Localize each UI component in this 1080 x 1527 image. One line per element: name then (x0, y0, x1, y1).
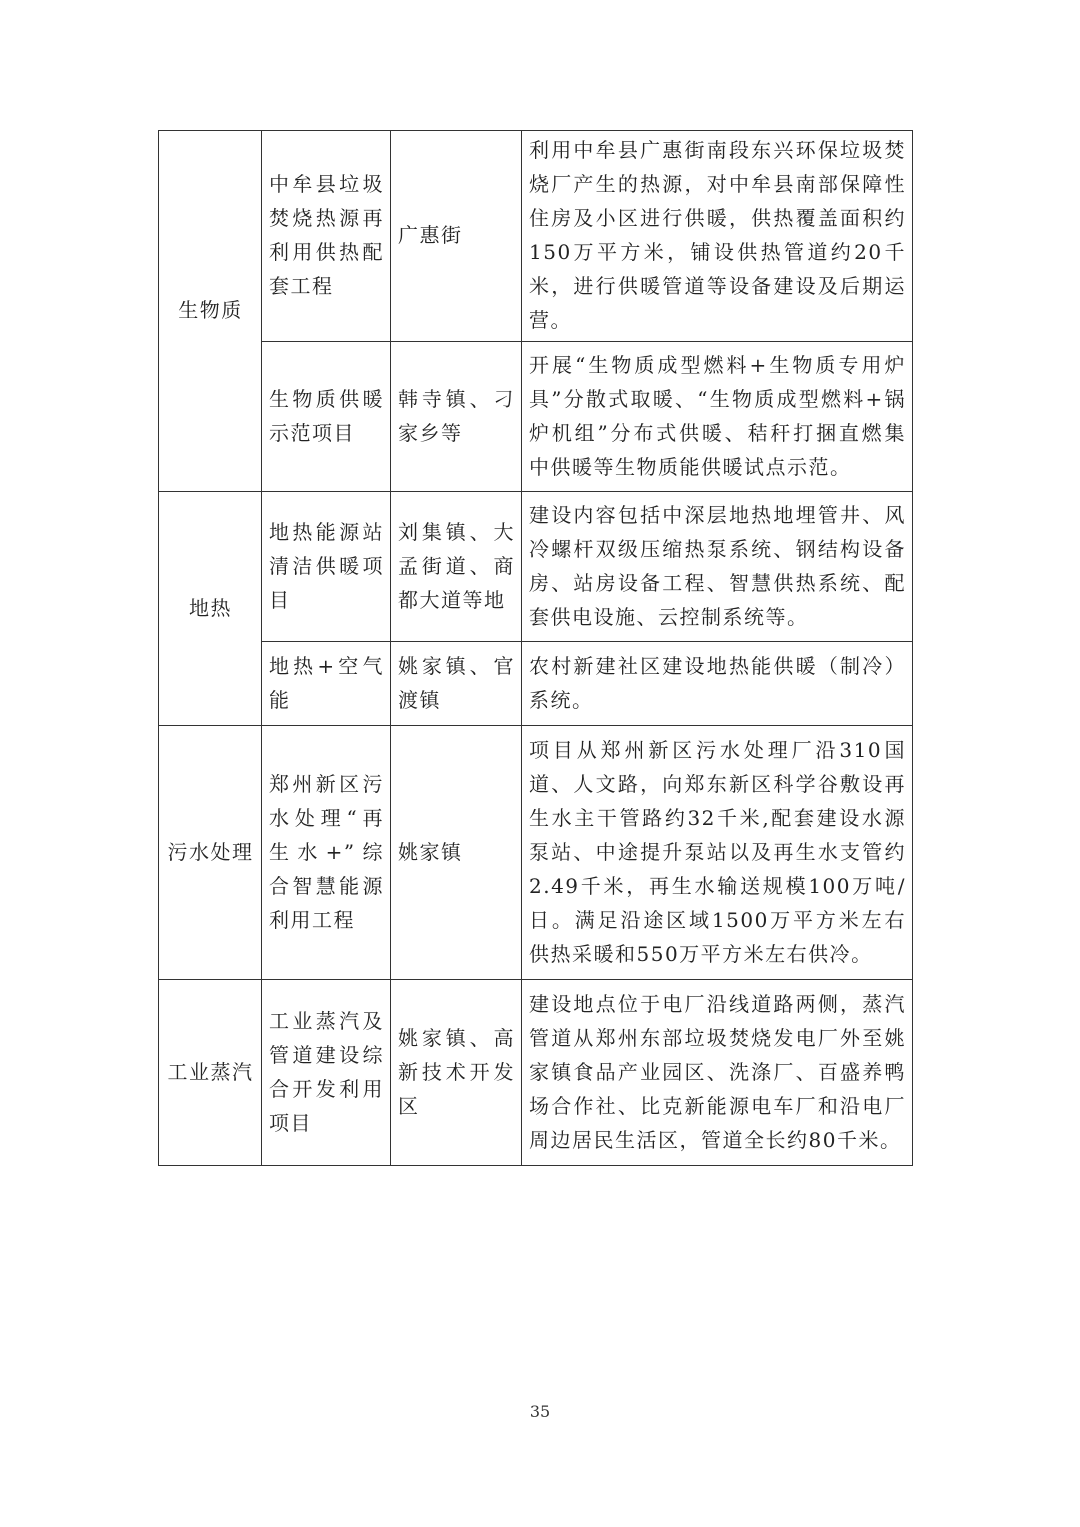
category-cell: 生物质 (159, 131, 262, 492)
project-table (158, 130, 913, 1166)
page-number: 35 (529, 1402, 551, 1421)
table-row (159, 342, 913, 492)
category-cell: 污水处理 (159, 726, 262, 980)
project-name-cell: 地热+空气能 (262, 642, 391, 726)
description-cell: 项目从郑州新区污水处理厂沿310国道、人文路，向郑东新区科学谷敷设再生水主干管路约32千米,配套建设水源泵站、中途提升泵站以及再生水支管约2.49千米，再生水输送规模100万吨/日。满足沿途区域1500万平方米左右供热采暖和550万平方米左右供冷。 (522, 726, 913, 980)
location-cell: 姚家镇、官渡镇 (391, 642, 522, 726)
project-name-cell: 生物质供暖示范项目 (262, 342, 391, 492)
description-cell: 农村新建社区建设地热能供暖（制冷）系统。 (522, 642, 913, 726)
table-row (159, 642, 913, 726)
category-cell: 工业蒸汽 (159, 980, 262, 1166)
description-cell: 利用中牟县广惠街南段东兴环保垃圾焚烧厂产生的热源，对中牟县南部保障性住房及小区进行供暖，供热覆盖面积约150万平方米，铺设供热管道约20千米，进行供暖管道等设备建设及后期运营。 (522, 131, 913, 342)
description-cell: 开展“生物质成型燃料+生物质专用炉具”分散式取暖、“生物质成型燃料+锅炉机组”分布式供暖、秸秆打捆直燃集中供暖等生物质能供暖试点示范。 (522, 342, 913, 492)
table-row (159, 726, 913, 980)
description-cell: 建设内容包括中深层地热地埋管井、风冷螺杆双级压缩热泵系统、钢结构设备房、站房设备工程、智慧供热系统、配套供电设施、云控制系统等。 (522, 492, 913, 642)
location-cell: 姚家镇 (391, 726, 522, 980)
location-cell: 韩寺镇、刁家乡等 (391, 342, 522, 492)
project-name-cell: 中牟县垃圾焚烧热源再利用供热配套工程 (262, 131, 391, 342)
project-name-cell: 郑州新区污水处理“再生水+”综合智慧能源利用工程 (262, 726, 391, 980)
table-row (159, 980, 913, 1166)
table-row (159, 131, 913, 342)
category-cell: 地热 (159, 492, 262, 726)
project-name-cell: 工业蒸汽及管道建设综合开发利用项目 (262, 980, 391, 1166)
description-cell: 建设地点位于电厂沿线道路两侧，蒸汽管道从郑州东部垃圾焚烧发电厂外至姚家镇食品产业园区、洗涤厂、百盛养鸭场合作社、比克新能源电车厂和沿电厂周边居民生活区，管道全长约80千米。 (522, 980, 913, 1166)
project-name-cell: 地热能源站清洁供暖项目 (262, 492, 391, 642)
table-row (159, 492, 913, 642)
location-cell: 刘集镇、大孟街道、商都大道等地 (391, 492, 522, 642)
location-cell: 姚家镇、高新技术开发区 (391, 980, 522, 1166)
location-cell: 广惠街 (391, 131, 522, 342)
